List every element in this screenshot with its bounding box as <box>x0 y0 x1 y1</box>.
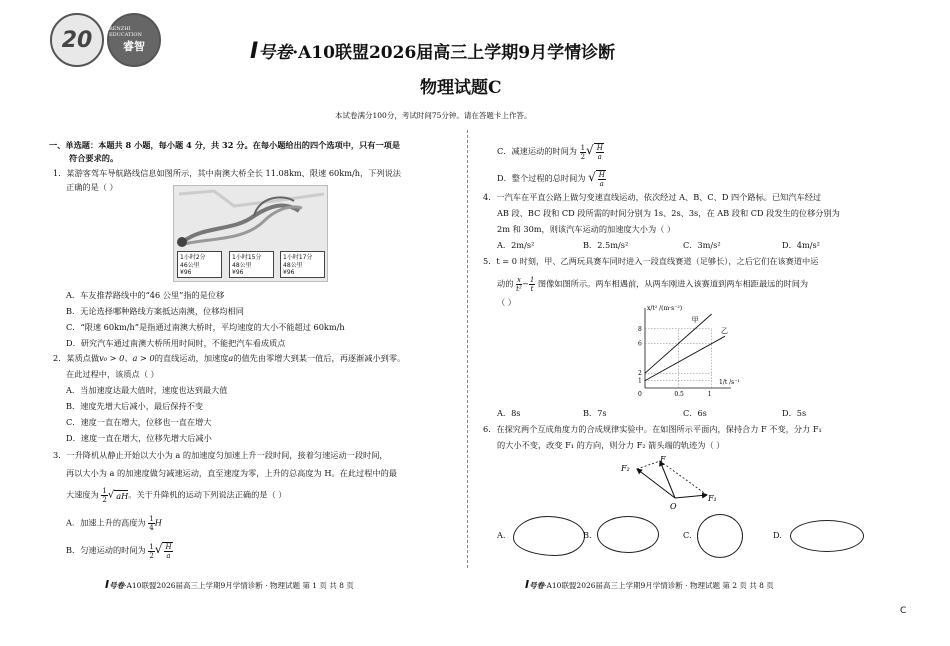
footer-left: I号卷·A10联盟2026届高三上学期9月学情诊断 · 物理试题 第 1 页 共 8 页 <box>105 578 354 591</box>
q5-stem-3: （ ） <box>497 297 516 307</box>
q4-option-c: C．3m/s² <box>683 240 721 250</box>
dash-line-2 <box>637 461 660 469</box>
nav-box-3: 1小时17分 48公里 ¥96 <box>280 251 325 278</box>
q3-max-speed-frac: $\frac{1}{2}$ <box>102 487 107 504</box>
q3-stem-2: 再以大小为 a 的加速度做匀减速运动，直至速度为零，上升的总高度为 H。在此过程中的最 <box>66 468 397 478</box>
q1-option-d: D．研究汽车通过南澳大桥所用时间时，不能把汽车看成质点 <box>66 338 286 348</box>
x-tick-label: 0.5 <box>674 391 684 398</box>
q3-option-d: D．整个过程的总时间为 √ $\frac{H}{a}$ <box>497 170 605 188</box>
q6-option-b: B. <box>583 530 592 540</box>
corner-version: C <box>900 606 907 616</box>
q2-option-b: B．速度先增大后减小，最后保持不变 <box>66 401 204 411</box>
nav-box-1: 1小时2分 46公里 ¥96 <box>177 251 222 278</box>
series-line-2 <box>645 336 725 380</box>
q1-map-figure <box>173 185 328 282</box>
label-f2: F₂ <box>621 464 630 473</box>
q6-stem: 6．在探究两个互成角度力的合成规律实验中。在如图所示平面内，保持合力 F 不变，分力 F₁ <box>483 424 822 434</box>
q1-stem: 1．某游客驾车导航路线信息如图所示，其中南澳大桥全长 11.08km、限速 60km/h，下列说法 <box>53 168 401 178</box>
section-title-2: 符合要求的。 <box>69 153 119 163</box>
q1-stem-2: 正确的是（ ） <box>66 182 118 192</box>
q3-option-a: A．加速上升的高度为 $\frac{1}{4}$ H <box>66 515 162 532</box>
q4-stem: 4．一汽车在平直公路上做匀变速直线运动，依次经过 A、B、C、D 四个路标。已知汽车经过 <box>483 192 822 202</box>
x-tick-label: 0 <box>638 391 642 398</box>
q2-stem: 2．某质点做v₀ > 0、a > 0的直线运动，加速度a的值先由零增大到某一值后，再逐渐减小到零。 <box>53 353 406 363</box>
q1-option-c: C．“限速 60km/h”是指通过南澳大桥时，平均速度的大小不能超过 60km/h <box>66 322 345 332</box>
q3-option-b: B．匀速运动的时间为 $\frac{1}{2}$ √ $\frac{H}{a}$ <box>66 542 172 560</box>
q3-stem-3: 大速度为 $\frac{1}{2}$ √ aH。关于升降机的运动下列说法正确的是（ ） <box>66 487 287 504</box>
alliance-logo: 20 <box>50 13 104 67</box>
q2-stem-2: 在此过程中，该质点（ ） <box>66 369 159 379</box>
exam-note: 本试卷满分100分，考试时间75分钟。请在答题卡上作答。 <box>335 111 532 120</box>
section-title: 一、单选题：本题共 8 小题，每小题 4 分，共 32 分。在每小题给出的四个选项中，只有一项是 <box>49 140 401 150</box>
q6-trajectory-c <box>697 514 743 558</box>
q3-option-c: C．减速运动的时间为 $\frac{1}{2}$ √ $\frac{H}{a}$ <box>497 143 603 161</box>
q6-stem-2: 的大小不变，改变 F₁ 的方向，则分力 F₂ 箭头端的轨迹为（ ） <box>497 440 725 450</box>
q2-option-c: C．速度一直在增大，位移也一直在增大 <box>66 417 212 427</box>
x-tick-label: 1 <box>707 391 712 398</box>
footer-right: I号卷·A10联盟2026届高三上学期9月学情诊断 · 物理试题 第 2 页 共 8 页 <box>525 578 774 591</box>
y-axis-label: x/t² /(m·s⁻²) <box>647 305 683 312</box>
q6-trajectory-b <box>597 516 659 553</box>
y-tick-label: 2 <box>638 370 642 378</box>
q5-option-a: A．8s <box>497 408 521 418</box>
series-label-2: 乙 <box>721 327 728 336</box>
renzhi-logo: RENZHI EDUCATION 睿智 <box>107 13 161 67</box>
y-tick-label: 6 <box>638 340 642 348</box>
q6-option-d: D. <box>773 530 782 540</box>
q5-stem: 5．t = 0 时刻，甲、乙两玩具赛车同时进入一段直线赛道（足够长），之后它们在该赛道中运 <box>483 256 819 266</box>
q4-option-a: A．2m/s² <box>497 240 535 250</box>
q6-option-a: A. <box>497 530 506 540</box>
label-f1: F₁ <box>708 494 717 503</box>
q2-option-d: D．速度一直在增大，位移先增大后减小 <box>66 433 212 443</box>
q1-option-b: B．无论选择哪种路线方案抵达南澳，位移均相同 <box>66 306 244 316</box>
y-tick-label: 1 <box>638 377 642 385</box>
q6-trajectory-d <box>790 520 864 552</box>
q5-xt-chart <box>625 300 740 400</box>
q1-option-a: A．车友推荐路线中的“46 公里”指的是位移 <box>66 290 225 300</box>
nav-box-2: 1小时15分 48公里 ¥96 <box>229 251 274 278</box>
q4-option-d: D．4m/s² <box>782 240 820 250</box>
exam-title: I号卷·A10联盟2026届高三上学期9月学情诊断 <box>250 39 616 64</box>
x-axis-label: 1/t /s⁻¹ <box>719 379 740 386</box>
q5-option-d: D．5s <box>782 408 807 418</box>
q4-stem-2: AB 段、BC 段和 CD 段所需的时间分别为 1s、2s、3s，在 AB 段和 CD 段发生的位移分别为 <box>497 208 840 218</box>
q5-stem-2: 动的 $\frac{x}{\text{t²}}$ − $\frac{1}{t}$ 图像如图所示。两车相遇前，从两车刚进入该赛道到两车相距最远的时间为 <box>497 276 809 293</box>
column-divider <box>467 130 468 568</box>
q6-option-c: C. <box>683 530 692 540</box>
y-tick-label: 8 <box>638 325 642 333</box>
brand-mark: I <box>250 39 259 64</box>
q4-stem-3: 2m 和 30m，则该汽车运动的加速度大小为（ ） <box>497 224 676 234</box>
label-f: F <box>660 455 666 464</box>
q5-option-b: B．7s <box>583 408 607 418</box>
q5-option-c: C．6s <box>683 408 707 418</box>
label-o: O <box>670 502 677 511</box>
q6-force-diagram <box>615 453 725 511</box>
q2-option-a: A．当加速度达最大值时，速度也达到最大值 <box>66 385 228 395</box>
q3-stem: 3．一升降机从静止开始以大小为 a 的加速度匀加速上升一段时间，接着匀速运动一段时间， <box>53 450 388 460</box>
force-f1 <box>675 495 707 498</box>
subject-title: 物理试题C <box>420 78 502 98</box>
series-label-1: 甲 <box>691 316 699 324</box>
q4-option-b: B．2.5m/s² <box>583 240 629 250</box>
q6-trajectory-a <box>513 516 585 556</box>
